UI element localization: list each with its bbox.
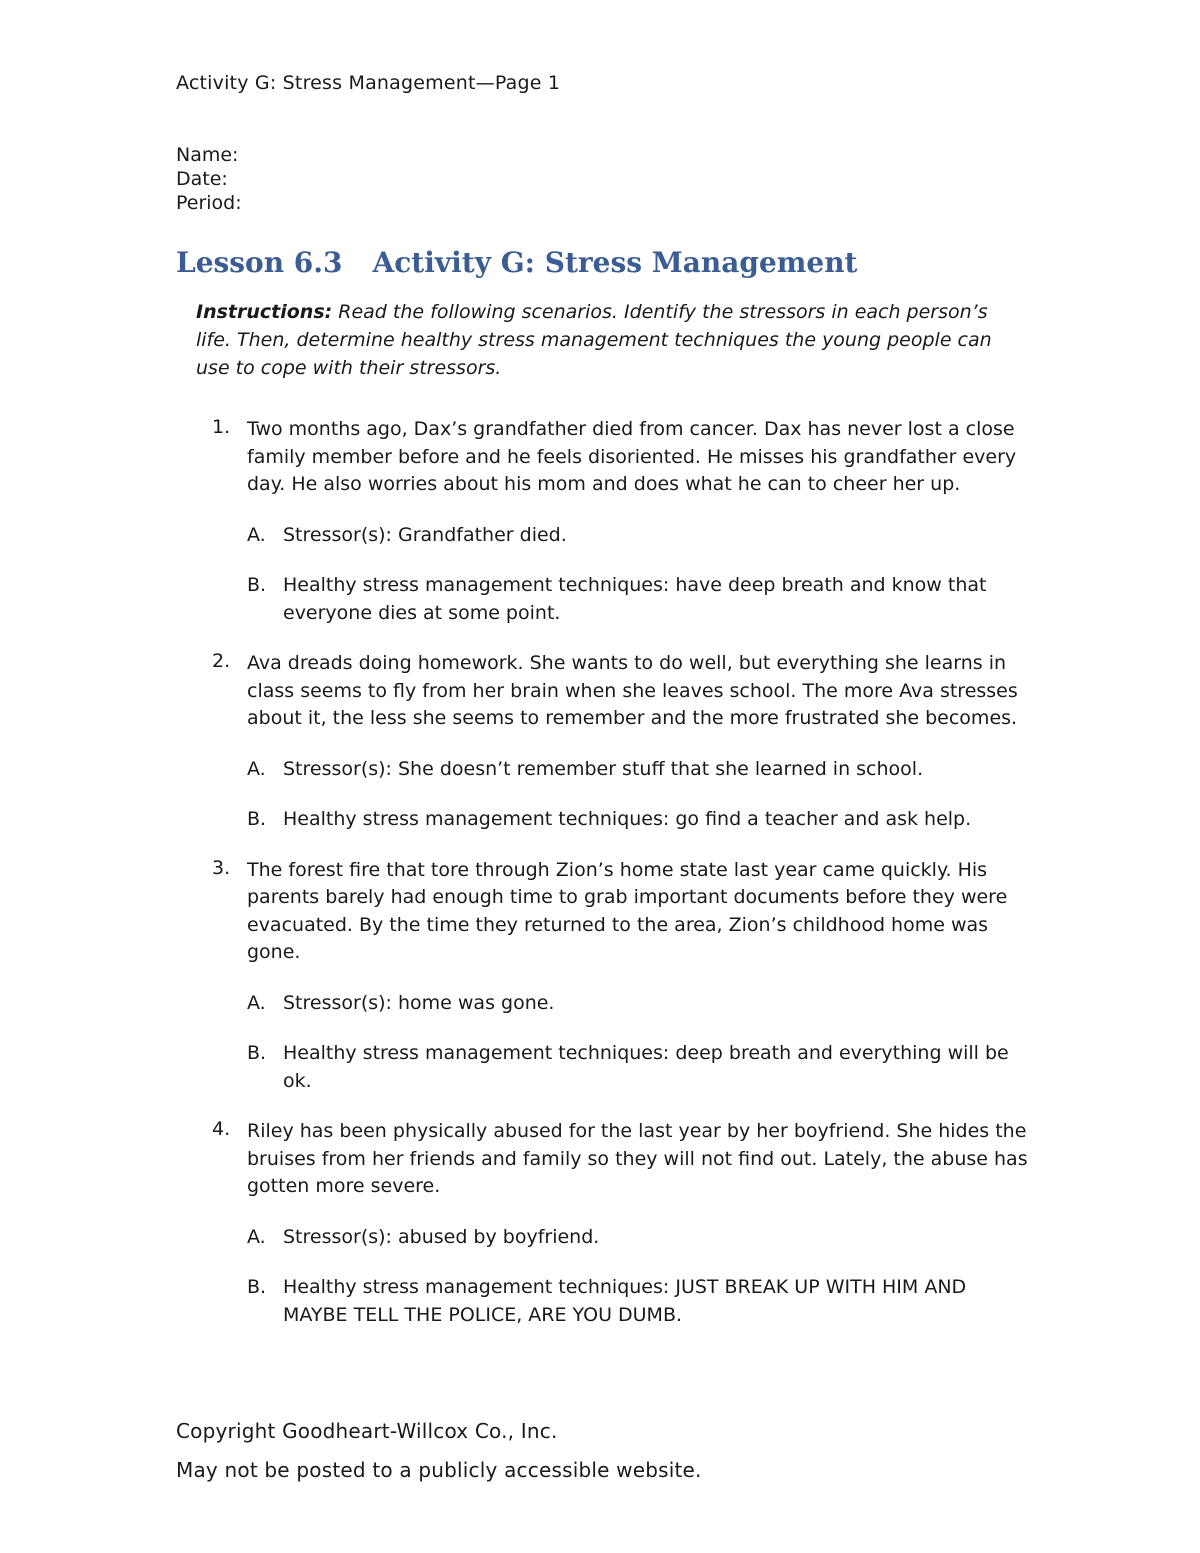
stressor-answer	[247, 522, 1034, 550]
instructions-text: Read the following scenarios. Identify the stressors in each person’s life. Then, determine healthy stress management techniques the young people can use to cope with their stressors.	[196, 301, 992, 379]
answer-letter: B.	[247, 808, 267, 830]
answer-letter: A.	[247, 757, 266, 780]
answer-letter: A.	[247, 523, 266, 546]
technique-answer	[247, 1274, 1034, 1329]
answer-text: Healthy stress management techniques: JUST BREAK UP WITH HIM AND MAYBE TELL THE POLICE, ARE YOU DUMB.	[283, 1276, 967, 1326]
technique-answer	[247, 806, 1034, 834]
answer-text: Healthy stress management techniques: go find a teacher and ask help.	[283, 808, 972, 830]
scenario-number: 3.	[212, 856, 231, 879]
technique-answer	[247, 572, 1034, 627]
stressor-answer	[247, 756, 1034, 784]
scenario-number: 2.	[212, 650, 231, 672]
technique-answer	[247, 1040, 1034, 1095]
page-title	[176, 246, 858, 279]
answer-text: Stressor(s): abused by boyfriend.	[283, 1225, 600, 1248]
scenario-list	[204, 416, 1034, 1329]
copyright-notice: Copyright Goodheart-Willcox Co., Inc.	[176, 1419, 558, 1443]
scenario-item	[204, 857, 1034, 1096]
lesson-number: Lesson 6.3	[176, 246, 343, 279]
answer-text: Healthy stress management techniques: deep breath and everything will be ok.	[283, 1042, 1009, 1092]
running-header: Activity G: Stress Management—Page 1	[176, 72, 561, 94]
date-label: Date:	[176, 168, 228, 190]
scenario-item	[204, 650, 1034, 834]
scenario-text: Riley has been physically abused for the last year by her boyfriend. She hides the bruises from her friends and family so they will not find out. Lately, the abuse has gotten more severe.	[247, 1120, 1028, 1197]
answer-text: Healthy stress management techniques: have deep breath and know that everyone dies at some point.	[283, 574, 987, 624]
scenario-text: The forest fire that tore through Zion’s home state last year came quickly. His parents barely had enough time to grab important documents before they were evacuated. By the time they returned to the area, Zion’s childhood home was gone.	[247, 858, 1008, 963]
scenario-number: 1.	[212, 416, 231, 438]
student-info	[176, 143, 242, 215]
stressor-answer	[247, 1224, 1034, 1252]
scenario-text: Two months ago, Dax’s grandfather died from cancer. Dax has never lost a close family member before and he feels disoriented. He misses his grandfather every day. He also worries about his mom and does what he can to cheer her up.	[247, 418, 1017, 495]
answer-text: Stressor(s): Grandfather died.	[283, 523, 567, 546]
scenario-item	[204, 416, 1034, 627]
answer-text: Stressor(s): She doesn’t remember stuff that she learned in school.	[283, 757, 924, 780]
name-label: Name:	[176, 144, 239, 166]
answer-letter: B.	[247, 1042, 267, 1064]
answer-text: Stressor(s): home was gone.	[283, 991, 555, 1014]
answer-letter: B.	[247, 1276, 267, 1298]
instructions	[196, 298, 1016, 382]
stressor-answer	[247, 990, 1034, 1018]
scenario-text: Ava dreads doing homework. She wants to do well, but everything she learns in class seems to fly from her brain when she leaves school. The more Ava stresses about it, the less she seems to remember and the more frustrated she becomes.	[247, 652, 1018, 729]
answer-letter: A.	[247, 1225, 266, 1248]
period-label: Period:	[176, 192, 242, 214]
posting-notice: May not be posted to a publicly accessible website.	[176, 1458, 702, 1482]
activity-title: Activity G: Stress Management	[372, 246, 858, 279]
scenario-item	[204, 1118, 1034, 1329]
answer-letter: A.	[247, 991, 266, 1014]
instructions-label: Instructions:	[196, 301, 333, 323]
answer-letter: B.	[247, 574, 267, 596]
scenario-number: 4.	[212, 1118, 231, 1140]
